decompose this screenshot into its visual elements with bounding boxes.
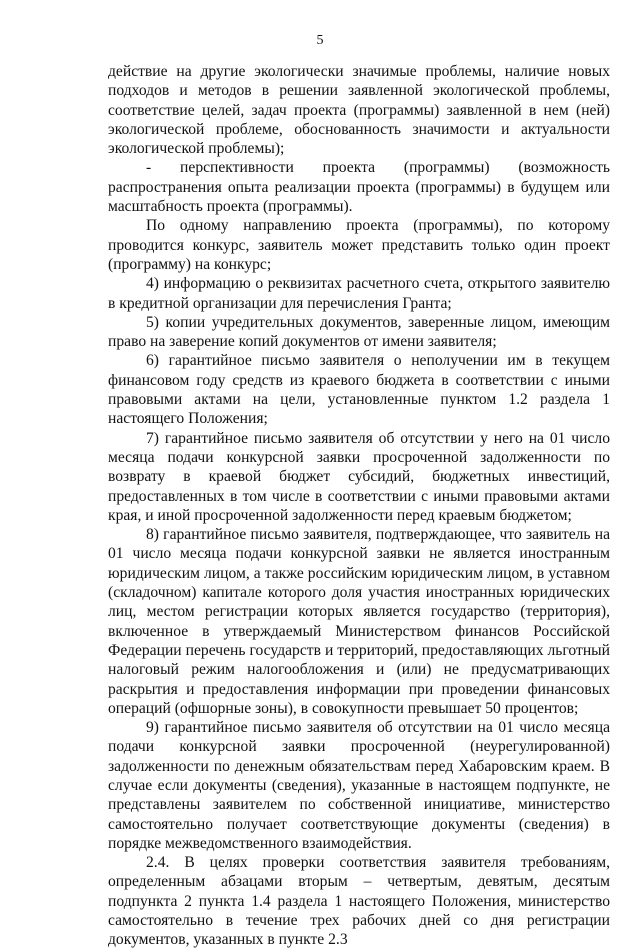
paragraph-item-8: 8) гарантийное письмо заявителя, подтверждающее, что заявитель на 01 число месяца подачи конкурсной заявки не является иностранным юридическим лицом, а также российским юридическим лицом, в уставном (складочном) капитале которого доля участия иностранных юридических лиц, местом регистрации которых является государство (территория), включенное в утверждаемый Министерством финансов Российской Федерации перечень государств и территорий, предоставляющих льготный налоговый режим налогообложения и (или) не предусматривающих раскрытия и предоставления информации при проведении финансовых операций (офшорные зоны), в совокупности превышает 50 процентов; <box>108 526 610 717</box>
paragraph-item-5: 5) копии учредительных документов, заверенные лицом, имеющим право на заверение копий документов от имени заявителя; <box>108 313 610 351</box>
paragraph-prospectiveness: - перспективности проекта (программы) (возможность распространения опыта реализации проекта (программы) в будущем или масштабность проекта (программы). <box>108 159 610 216</box>
paragraph-one-project-rule: По одному направлению проекта (программы), по которому проводится конкурс, заявитель может представить только один проект (программу) на конкурс; <box>108 217 610 273</box>
document-body <box>108 62 610 950</box>
paragraph-continuation: действие на другие экологически значимые проблемы, наличие новых подходов и методов в решении заявленной экологической проблемы, соответствие целей, задач проекта (программы) заявленной в нем (ней) экологической проблеме, обоснованность значимости и актуальности экологической проблемы); <box>108 63 610 158</box>
paragraph-clause-2-4: 2.4. В целях проверки соответствия заявителя требованиям, определенным абзацами вторым – четвертым, девятым, десятым подпункта 2 пункта 1.4 раздела 1 настоящего Положения, министерство самостоятельно в течение трех рабочих дней со дня регистрации документов, указанных в пункте 2.3 <box>108 854 610 949</box>
page-number: 5 <box>316 33 324 48</box>
paragraph-item-7: 7) гарантийное письмо заявителя об отсутствии у него на 01 число месяца подачи конкурсной заявки просроченной задолженности по возврату в краевой бюджет субсидий, бюджетных инвестиций, предоставленных в том числе в соответствии с иными правовыми актами края, и иной просроченной задолженности перед краевым бюджетом; <box>108 429 610 524</box>
paragraph-item-6: 6) гарантийное письмо заявителя о неполучении им в текущем финансовом году средств из краевого бюджета в соответствии с иными правовыми актами на цели, установленные пунктом 1.2 раздела 1 настоящего Положения; <box>108 352 610 428</box>
paragraph-item-4: 4) информацию о реквизитах расчетного счета, открытого заявителю в кредитной организации для перечисления Гранта; <box>108 275 610 312</box>
paragraph-item-9: 9) гарантийное письмо заявителя об отсутствии на 01 число месяца подачи конкурсной заявки просроченной (неурегулированной) задолженности по денежным обязательствам перед Хабаровским краем. В случае если документы (сведения), указанные в настоящем подпункте, не представлены заявителем по собственной инициативе, министерство самостоятельно получает соответствующие документы (сведения) в порядке межведомственного взаимодействия. <box>108 719 610 852</box>
